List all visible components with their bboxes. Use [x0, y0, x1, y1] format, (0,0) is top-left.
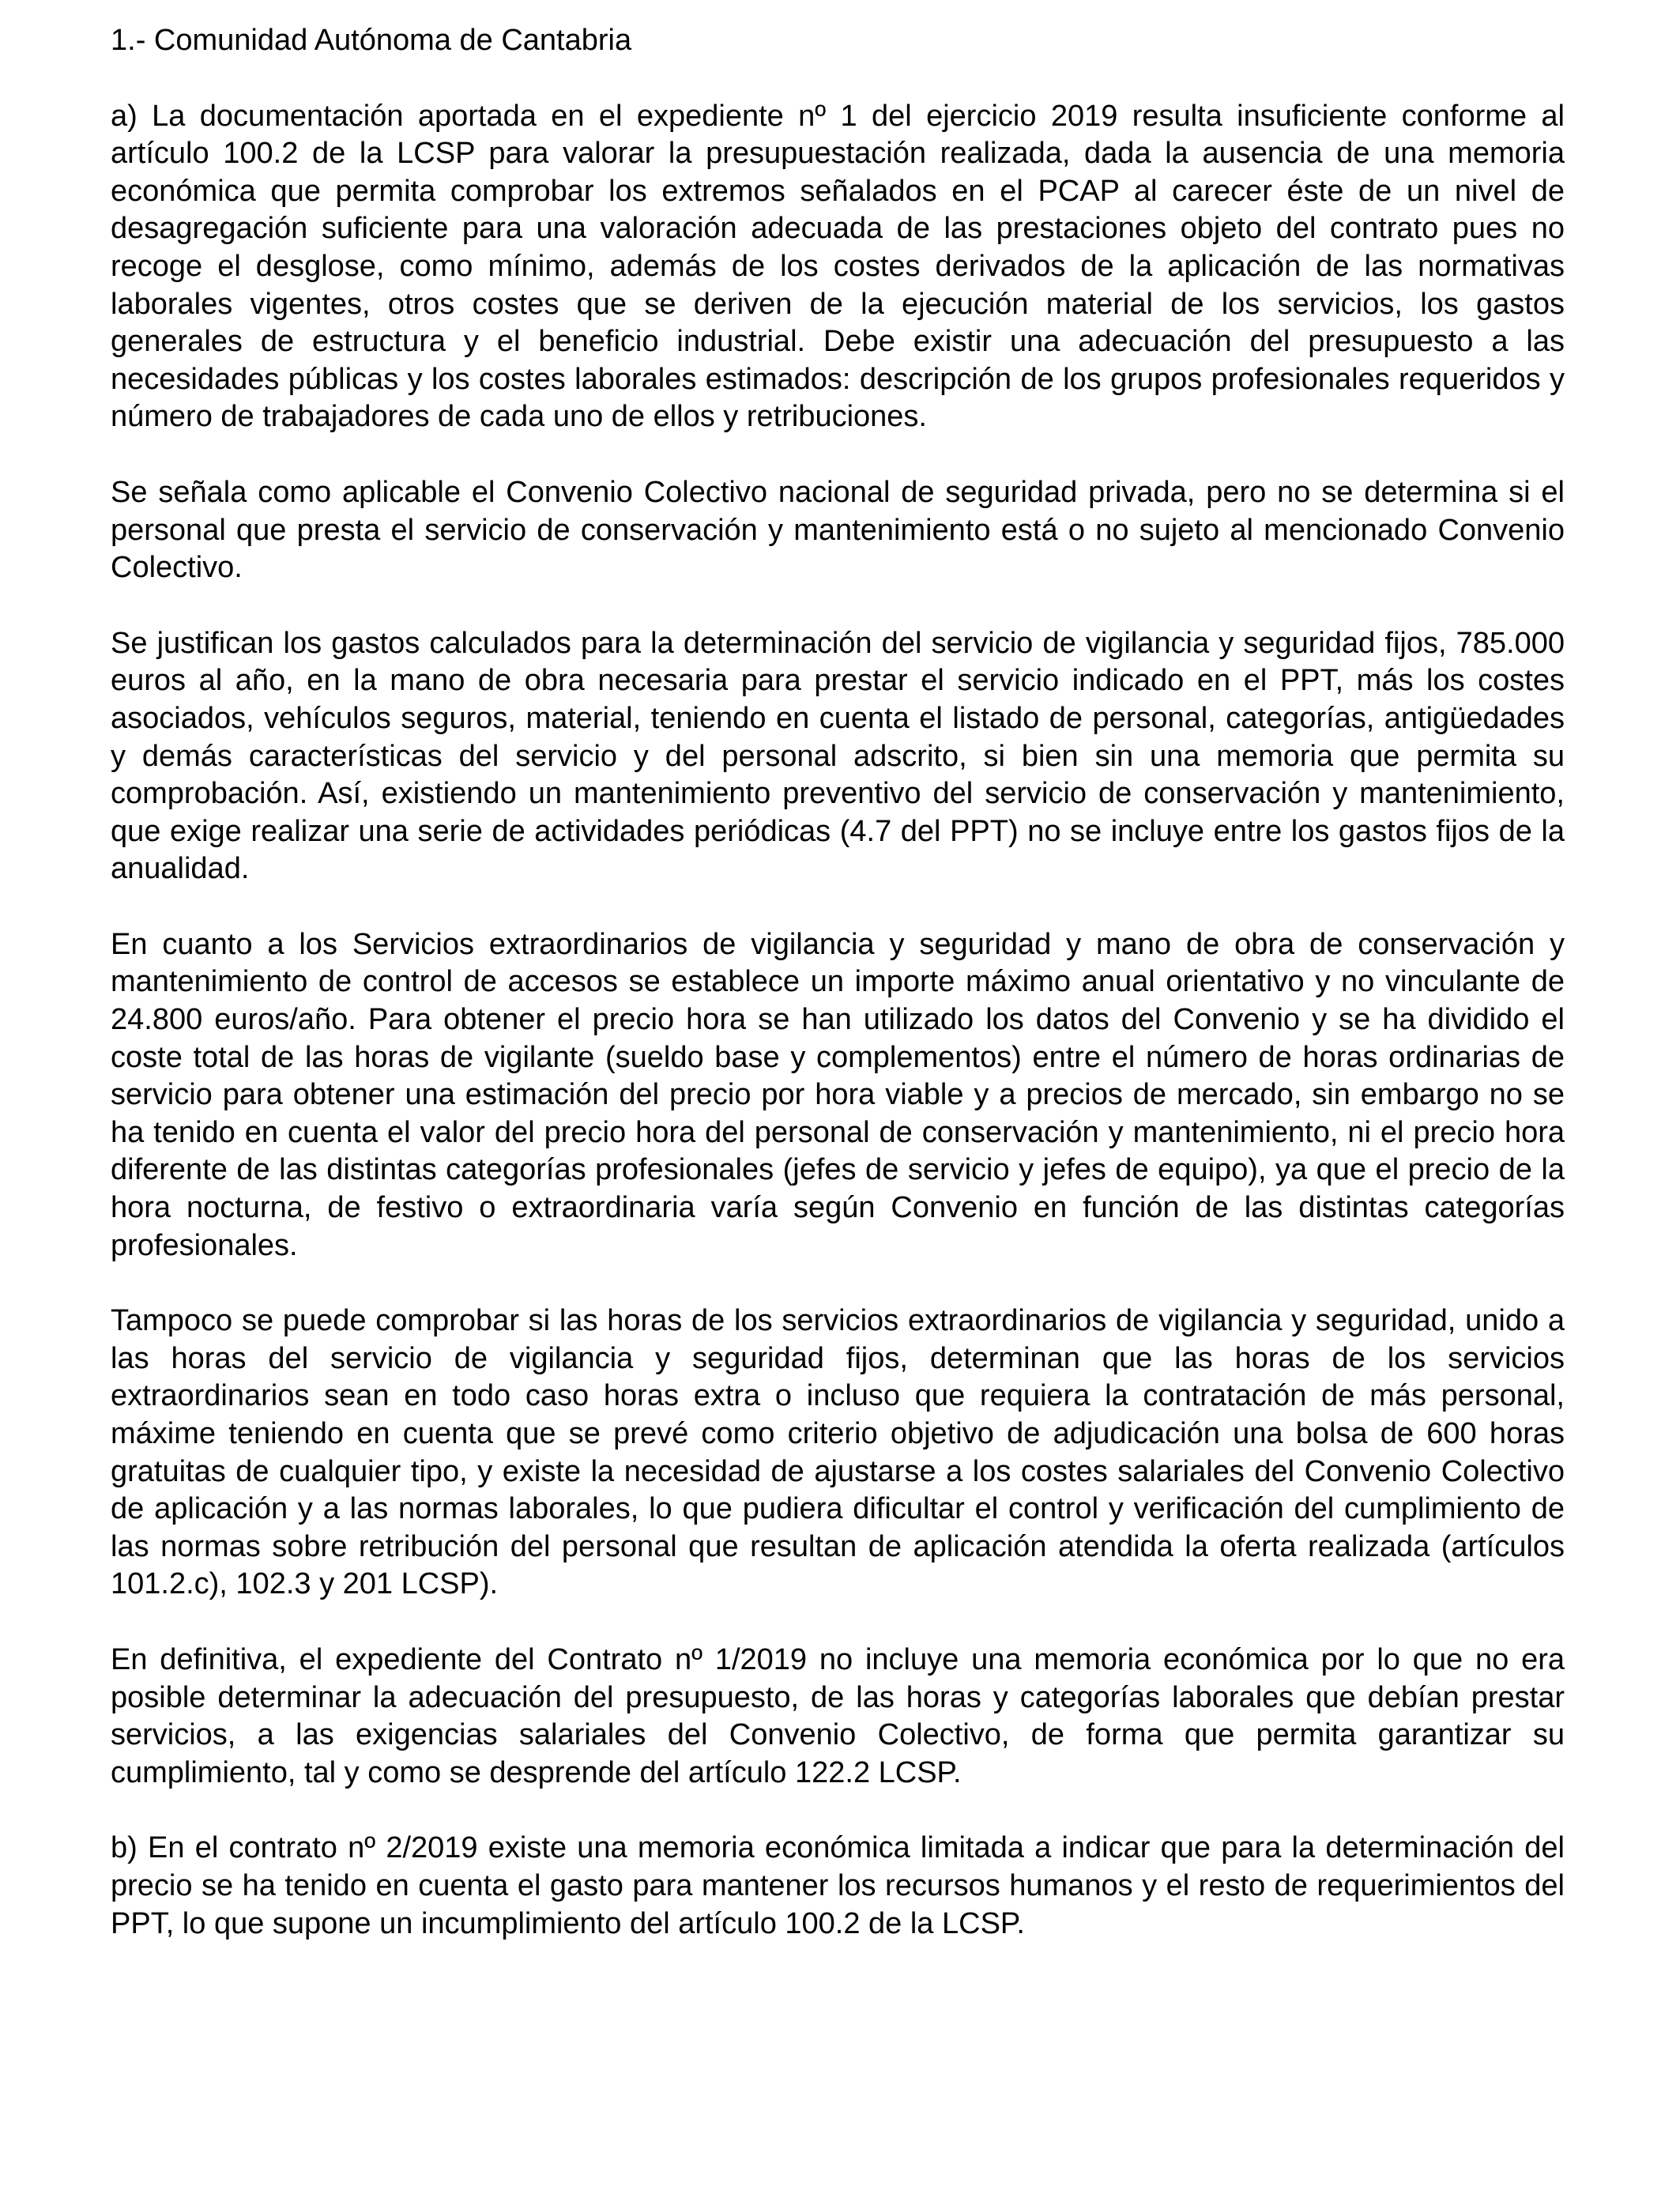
paragraph-horas-extra: Tampoco se puede comprobar si las horas de los servicios extraordinarios de vigilancia y seguridad, unido a las horas del servicio de vigilancia y seguridad fijos, determinan que las horas de los servicios extraordinarios sean en todo caso horas extra o incluso que requiera la contratación de más personal, máxime teniendo en cuenta que se prevé como criterio objetivo de adjudicación una bolsa de 600 horas gratuitas de cualquier tipo, y existe la necesidad de ajustarse a los costes salariales del Convenio Colectivo de aplicación y a las normas laborales, lo que pudiera dificultar el control y verificación del cumplimiento de las normas sobre retribución del personal que resultan de aplicación atendida la oferta realizada (artículos 101.2.c), 102.3 y 201 LCSP). [111, 1304, 1565, 1601]
paragraph-servicios-extraordinarios: En cuanto a los Servicios extraordinarios de vigilancia y seguridad y mano de obra de conservación y mantenimiento de control de accesos se establece un importe máximo anual orientativo y no vinculante de 24.800 euros/año. Para obtener el precio hora se han utilizado los datos del Convenio y se ha dividido el coste total de las horas de vigilante (sueldo base y complementos) entre el número de horas ordinarias de servicio para obtener una estimación del precio por hora viable y a precios de mercado, sin embargo no se ha tenido en cuenta el valor del precio hora del personal de conservación y mantenimiento, ni el precio hora diferente de las distintas categorías profesionales (jefes de servicio y jefes de equipo), ya que el precio de la hora nocturna, de festivo o extraordinaria varía según Convenio en función de las distintas categorías profesionales. [111, 927, 1565, 1262]
paragraph-b-contrato-2: b) En el contrato nº 2/2019 existe una memoria económica limitada a indicar que para la determinación del precio se ha tenido en cuenta el gasto para mantener los recursos humanos y el resto de requerimientos del PPT, lo que supone un incumplimiento del artículo 100.2 de la LCSP. [111, 1831, 1565, 1940]
section-heading: 1.- Comunidad Autónoma de Cantabria [111, 24, 632, 57]
document-page [111, 22, 1565, 1943]
paragraph-convenio-aplicable: Se señala como aplicable el Convenio Colectivo nacional de seguridad privada, pero no se determina si el personal que presta el servicio de conservación y mantenimiento está o no sujeto al mencionado Convenio Colectivo. [111, 475, 1565, 585]
paragraph-gastos-fijos: Se justifican los gastos calculados para la determinación del servicio de vigilancia y seguridad fijos, 785.000 euros al año, en la mano de obra necesaria para prestar el servicio indicado en el PPT, más los costes asociados, vehículos seguros, material, teniendo en cuenta el listado de personal, categorías, antigüedades y demás características del servicio y del personal adscrito, si bien sin una memoria que permita su comprobación. Así, existiendo un mantenimiento preventivo del servicio de conservación y mantenimiento, que exige realizar una serie de actividades periódicas (4.7 del PPT) no se incluye entre los gastos fijos de la anualidad. [111, 626, 1565, 886]
paragraph-en-definitiva: En definitiva, el expediente del Contrato nº 1/2019 no incluye una memoria económica por lo que no era posible determinar la adecuación del presupuesto, de las horas y categorías laborales que debían prestar servicios, a las exigencias salariales del Convenio Colectivo, de forma que permita garantizar su cumplimiento, tal y como se desprende del artículo 122.2 LCSP. [111, 1642, 1565, 1789]
paragraph-a-documentation: a) La documentación aportada en el expediente nº 1 del ejercicio 2019 resulta insuficiente conforme al artículo 100.2 de la LCSP para valorar la presupuestación realizada, dada la ausencia de una memoria económica que permita comprobar los extremos señalados en el PCAP al carecer éste de un nivel de desagregación suficiente para una valoración adecuada de las prestaciones objeto del contrato pues no recoge el desglose, como mínimo, además de los costes derivados de la aplicación de las normativas laborales vigentes, otros costes que se deriven de la ejecución material de los servicios, los gastos generales de estructura y el beneficio industrial. Debe existir una adecuación del presupuesto a las necesidades públicas y los costes laborales estimados: descripción de los grupos profesionales requeridos y número de trabajadores de cada uno de ellos y retribuciones. [111, 99, 1565, 434]
